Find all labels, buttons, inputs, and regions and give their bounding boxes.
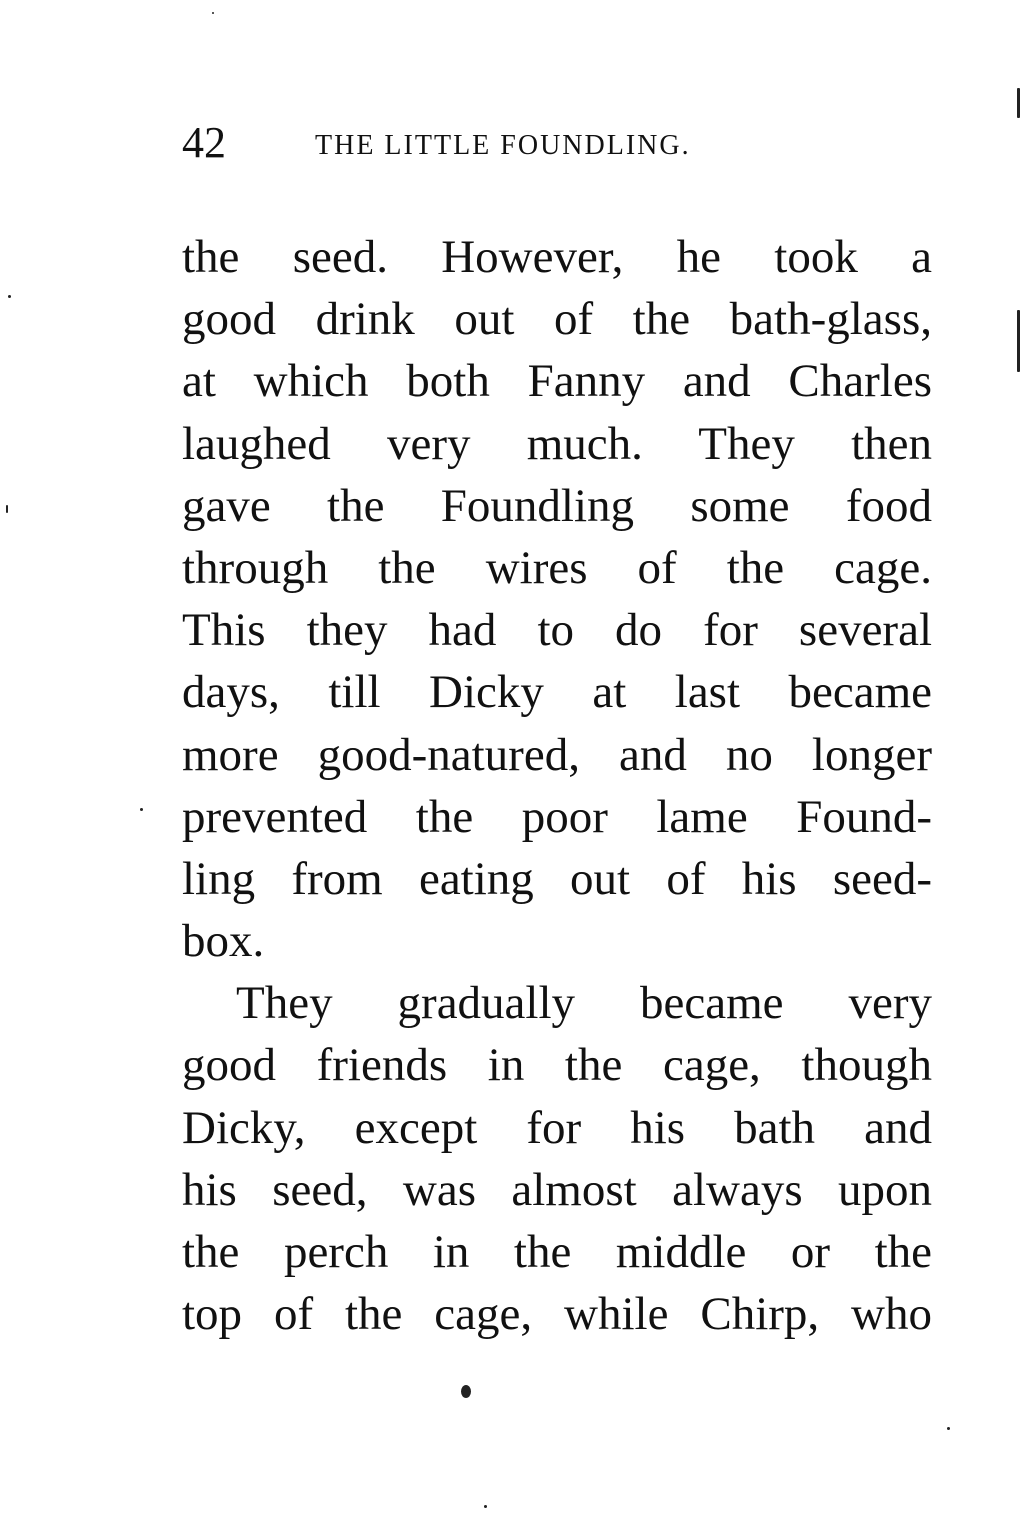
text-line: good friends in the cage, though: [182, 1039, 932, 1092]
text-line: They gradually became very: [236, 977, 932, 1030]
text-line: box.: [182, 915, 265, 968]
text-line: prevented the poor lame Found-: [182, 790, 932, 843]
body-text: [182, 226, 932, 1345]
text-line: days, till Dicky at last became: [182, 666, 932, 719]
ink-speck: [1017, 88, 1020, 118]
text-line: at which both Fanny and Charles: [182, 355, 932, 408]
page-header: [182, 118, 822, 168]
text-line: top of the cage, while Chirp, who: [182, 1288, 932, 1341]
text-line: This they had to do for several: [182, 604, 932, 657]
running-title: THE LITTLE FOUNDLING.: [315, 130, 691, 161]
ink-speck: [1017, 310, 1020, 372]
text-line: gave the Foundling some food: [182, 479, 932, 532]
ink-speck: [484, 1505, 487, 1508]
paragraph-1: [182, 226, 932, 972]
text-line: laughed very much. They then: [182, 417, 932, 470]
ink-speck: [6, 505, 8, 513]
text-line: the seed. However, he took a: [182, 231, 932, 283]
text-line: the perch in the middle or the: [182, 1226, 932, 1278]
text-line: his seed, was almost always upon: [182, 1163, 932, 1216]
ink-speck: [140, 808, 143, 811]
text-line: Dicky, except for his bath and: [182, 1101, 932, 1154]
text-line: through the wires of the cage.: [182, 541, 932, 594]
text-line: ling from eating out of his seed-: [182, 852, 932, 905]
page-number: 42: [182, 118, 226, 167]
text-line: good drink out of the bath-glass,: [182, 293, 932, 346]
ink-speck: [947, 1427, 950, 1430]
ink-speck: [8, 295, 11, 298]
text-line: more good-natured, and no longer: [182, 728, 932, 781]
ink-speck: [461, 1385, 471, 1398]
paragraph-2: [182, 972, 932, 1345]
ink-speck: [212, 12, 214, 14]
